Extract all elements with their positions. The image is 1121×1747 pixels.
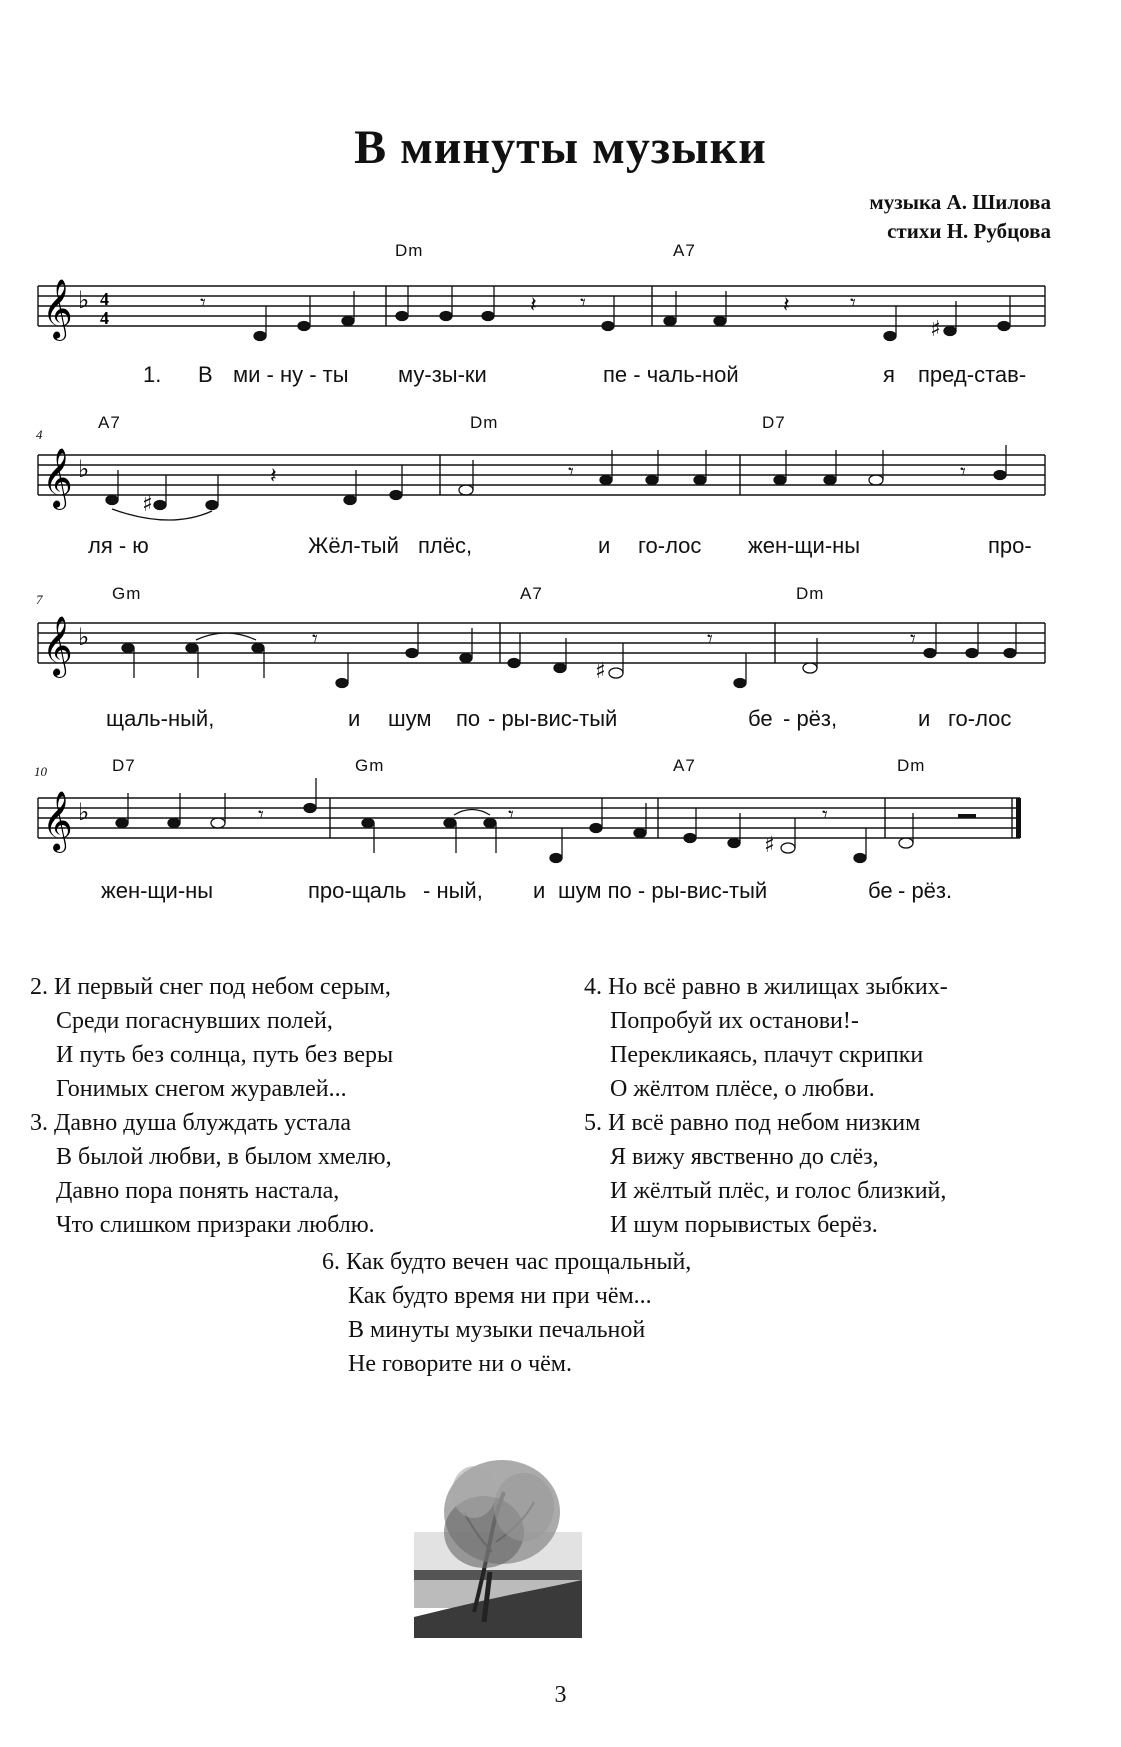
staff-system-1: Dm A7 𝄞 ♭ 4 4 𝄾 𝄽 𝄾 𝄽 𝄾 ♯ 1. В ми - ну - ты му-зы-ки пе - чаль-ной я пред-став- xyxy=(0,230,1121,400)
verse-line: В былой любви, в былом хмелю, xyxy=(56,1144,392,1170)
chord-label: Dm xyxy=(470,413,499,432)
chord-label: A7 xyxy=(673,756,696,775)
chord-label: A7 xyxy=(520,584,543,603)
page-number: 3 xyxy=(554,1682,567,1708)
verse-line: Попробуй их останови!- xyxy=(610,1008,859,1034)
svg-text:♭: ♭ xyxy=(78,798,90,826)
verse-line: 5. И всё равно под небом низким xyxy=(584,1110,921,1136)
chord-label: Dm xyxy=(897,756,926,775)
staff-system-3: 7 Gm A7 Dm 𝄞 ♭ 𝄾 ♯ 𝄾 𝄾 щаль-ный, и шум по - ры-вис-тый бе - рёз, и го-лос xyxy=(0,578,1121,748)
svg-text:𝄽: 𝄽 xyxy=(270,464,277,489)
music-credit: музыка А. Шилова xyxy=(869,190,1051,214)
svg-text:𝄾: 𝄾 xyxy=(910,627,916,652)
verse-line: Не говорите ни о чём. xyxy=(348,1351,572,1377)
verse-line: Гонимых снегом журавлей... xyxy=(56,1076,347,1102)
verse-line: В минуты музыки печальной xyxy=(348,1317,646,1343)
treble-clef-icon: 𝄞 xyxy=(42,616,73,676)
chord-label: Gm xyxy=(112,584,142,603)
verse-line: И шум порывистых берёз. xyxy=(610,1212,878,1238)
svg-text:𝄾: 𝄾 xyxy=(258,803,264,828)
verse-line: 4. Но всё равно в жилищах зыбких- xyxy=(584,974,948,1000)
svg-text:𝄾: 𝄾 xyxy=(200,291,206,316)
svg-text:𝄽: 𝄽 xyxy=(783,293,790,318)
svg-text:♯: ♯ xyxy=(142,492,153,517)
verse-line: Я вижу явственно до слёз, xyxy=(610,1144,879,1170)
svg-text:♯: ♯ xyxy=(930,317,941,342)
tree-photo xyxy=(414,1452,582,1638)
verse-line: 6. Как будто вечен час прощальный, xyxy=(322,1249,692,1275)
svg-text:♭: ♭ xyxy=(78,455,90,483)
svg-text:𝄾: 𝄾 xyxy=(822,803,828,828)
svg-text:♭: ♭ xyxy=(78,286,90,314)
svg-text:𝄾: 𝄾 xyxy=(580,291,586,316)
music-staff xyxy=(0,405,1121,575)
chord-label: Gm xyxy=(355,756,385,775)
svg-text:𝄾: 𝄾 xyxy=(960,460,966,485)
chord-label: A7 xyxy=(98,413,121,432)
chord-label: Dm xyxy=(395,241,424,260)
verse-line: О жёлтом плёсе, о любви. xyxy=(610,1076,875,1102)
svg-text:♭: ♭ xyxy=(78,623,90,651)
verse-line: Перекликаясь, плачут скрипки xyxy=(610,1042,924,1068)
svg-text:♯: ♯ xyxy=(764,833,775,858)
verse-line: И жёлтый плёс, и голос близкий, xyxy=(610,1178,947,1204)
svg-text:4: 4 xyxy=(100,289,109,309)
staff-system-4: 10 D7 Gm A7 Dm 𝄞 ♭ 𝄾 𝄾 ♯ 𝄾 жен-щи-ны про-щаль - ный, и шум по - ры-вис-тый бе - рёз. xyxy=(0,752,1121,922)
half-rest xyxy=(958,814,976,818)
verse-line: 3. Давно душа блуждать устала xyxy=(30,1110,351,1136)
verse-line: Как будто время ни при чём... xyxy=(348,1283,652,1309)
svg-text:𝄾: 𝄾 xyxy=(707,627,713,652)
chord-label: A7 xyxy=(673,241,696,260)
lyrics-credit: стихи Н. Рубцова xyxy=(887,219,1051,243)
treble-clef-icon: 𝄞 xyxy=(42,448,73,508)
verse-line: И путь без солнца, путь без веры xyxy=(56,1042,394,1068)
song-title: В минуты музыки xyxy=(354,121,767,174)
verses-center-column xyxy=(322,1245,691,1381)
final-barline xyxy=(1016,798,1021,838)
treble-clef-icon: 𝄞 xyxy=(42,791,73,851)
verse-line: Давно пора понять настала, xyxy=(56,1178,340,1204)
chord-label: Dm xyxy=(796,584,825,603)
svg-text:𝄾: 𝄾 xyxy=(312,627,318,652)
treble-clef-icon: 𝄞 xyxy=(42,279,73,339)
svg-text:𝄾: 𝄾 xyxy=(568,460,574,485)
verse-line: Среди погаснувших полей, xyxy=(56,1008,333,1034)
chord-label: D7 xyxy=(112,756,136,775)
verse-line: Что слишком призраки люблю. xyxy=(56,1212,375,1238)
staff-system-2: 4 A7 Dm D7 𝄞 ♭ ♯ 𝄽 𝄾 𝄾 ля - ю Жёл-тый плёс, и го-лос жен-щи-ны про- xyxy=(0,405,1121,575)
measure-number: 10 xyxy=(34,764,47,779)
chord-label: D7 xyxy=(762,413,786,432)
svg-text:𝄾: 𝄾 xyxy=(508,803,514,828)
measure-number: 7 xyxy=(36,592,43,607)
verse-line: 2. И первый снег под небом серым, xyxy=(30,974,391,1000)
svg-text:4: 4 xyxy=(100,308,109,328)
verses-left-column xyxy=(30,970,393,1242)
verses-right-column xyxy=(584,970,948,1242)
svg-text:𝄽: 𝄽 xyxy=(530,293,537,318)
svg-text:𝄾: 𝄾 xyxy=(850,291,856,316)
svg-text:♯: ♯ xyxy=(595,659,606,684)
measure-number: 4 xyxy=(36,427,43,442)
